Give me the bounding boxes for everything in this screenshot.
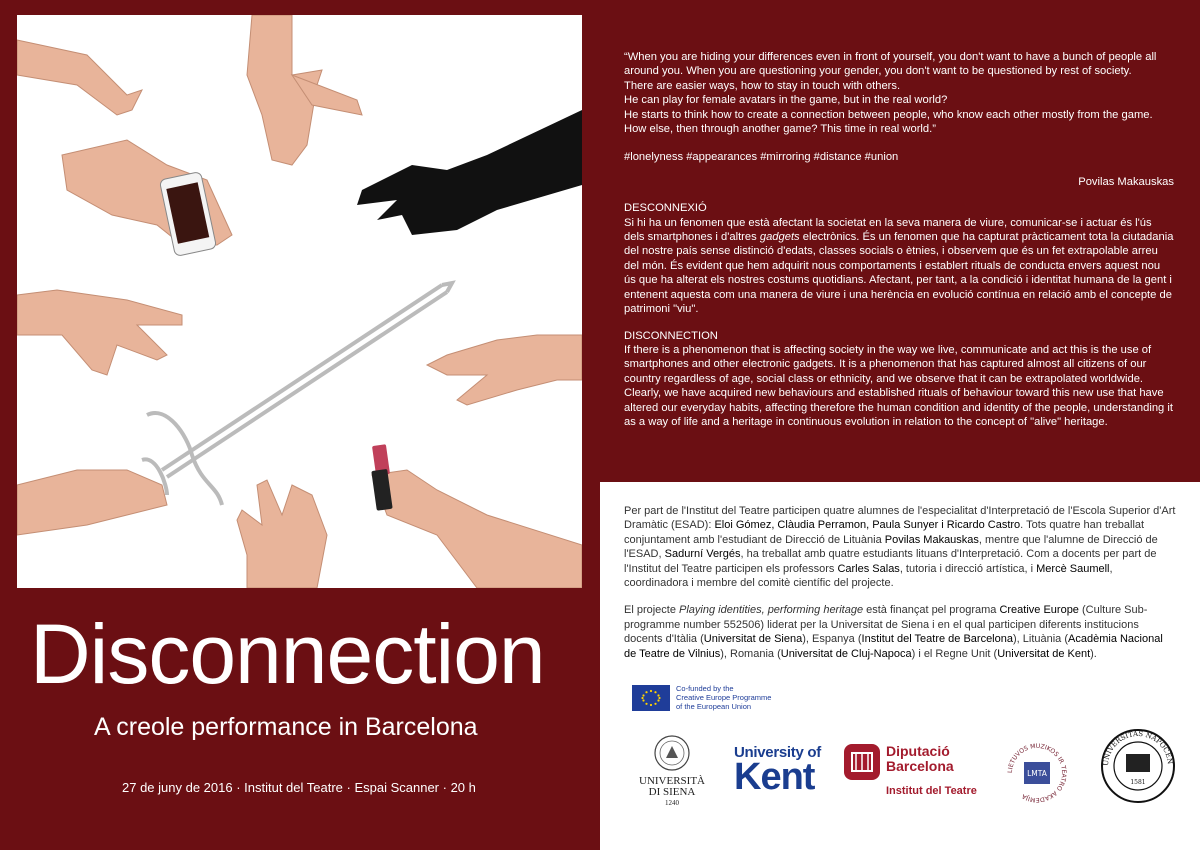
funding-highlight: Universitat de Cluj-Napoca <box>780 647 912 660</box>
project-name: Playing identities, performing heritage <box>679 604 864 617</box>
kent-name: University of <box>734 744 821 761</box>
funding-highlight: Universitat de Kent <box>997 647 1091 660</box>
eu-caption-line: of the European Union <box>676 702 752 711</box>
lmta-ring-text: LIETUVOS MUZIKOS IR TEATRO AKADEMIJA <box>1006 742 1068 804</box>
funding-highlight: Acadèmia Nacional de Teatre de Vilnius <box>624 633 1163 660</box>
funding-text: (Culture Sub-programme number 552506) liderat per la Universitat de Siena i en el qual participen diferents institucions docents d'Itàlia ( <box>624 604 1148 646</box>
funding-text: està finançat pel programa <box>863 604 1000 617</box>
diputacio-name: Diputació <box>886 743 950 759</box>
hands-illustration <box>17 15 582 588</box>
credits-text: , tutoria i direcció artística, i <box>899 562 1037 575</box>
siena-logo <box>632 734 712 809</box>
credits-text: Per part de l'Institut del Teatre participen quatre alumnes de l'especialitat d'Interpretació de l'Escola Superior d'Art Dramàtic (ESAD): <box>624 505 1176 532</box>
catalan-heading: DESCONNEXIÓ <box>624 202 707 215</box>
poster-subtitle: A creole performance in Barcelona <box>94 713 478 741</box>
catalan-italic: gadgets <box>759 231 800 244</box>
eu-caption <box>676 684 771 711</box>
quote-line: “When you are hiding your differences even in front of yourself, you don't want to have a bunch of people all around you. When you are questioning your gender, you don't want to be questioned by rest of society. <box>624 51 1157 78</box>
english-body: If there is a phenomenon that is affecting society in the way we live, communicate and act this is the use of smartphones and other electronic gadgets. It is a phenomenon that has captured almost all citizens of our country regardless of age, social class or ethnicity, and we observe that it can be extrapolated worldwide. Clearly, we have acquired new behaviours and established rituals of behaviour toward this new use that have altered our everyday habits, affecting therefore the human condition and identity of the people, understanding it as a way of life and a heritage in continuous evolution in relation to the concept of "alive" heritage. <box>624 343 1173 428</box>
funding-text: ), Romania ( <box>720 647 781 660</box>
lmta-seal-icon <box>1002 738 1072 808</box>
kent-name: Kent <box>734 756 815 799</box>
catalan-text: electrònics. És un fenomen que ha capturat pràcticament tota la ciutadania del nostre país sense distinció d'edats, classes socials o ètnies, i observem que és un fet extrapolable arreu del món. És evident que hem adquirit nous comportaments i establert rituals de conducta envers aquest nou ús que ha alterat els nostres costums quotidians. Afectant, per tant, a la condició i identitat humana de la gent i entenent aquesta com una manera de viure i una herència en evolució contínua en relació amb el concepte de patrimoni "viu". <box>624 231 1174 316</box>
kent-logo <box>734 744 821 799</box>
diputacio-name: Barcelona <box>886 758 954 774</box>
siena-name: UNIVERSITÀ <box>639 775 705 788</box>
eu-funding-logo <box>632 684 771 711</box>
credits-names: Sadurní Vergés <box>664 548 741 561</box>
funding-highlight: Institut del Teatre de Barcelona <box>861 633 1013 646</box>
funding-text: ) i el Regne Unit ( <box>911 647 998 660</box>
quote-block <box>624 50 1174 136</box>
eu-flag-icon <box>632 685 670 711</box>
credits-panel <box>600 482 1200 850</box>
funding-text: ), Espanya ( <box>802 633 862 646</box>
quote-author: Povilas Makauskas <box>1078 175 1174 188</box>
credits-names: Eloi Gómez, Clàudia Perramon, Paula Sunyer i Ricardo Castro <box>714 519 1021 532</box>
funding-highlight: Universitat de Siena <box>703 633 803 646</box>
catalan-text: Si hi ha un fenomen que està afectant la societat en la seva manera de viure, comunicar-se i actuar és l'ús dels smartphones i d'altres <box>624 216 1152 244</box>
event-dateline: 27 de juny de 2016 · Institut del Teatre · Espai Scanner · 20 h <box>122 780 476 795</box>
diputacio-emblem-icon <box>844 744 880 780</box>
credits-text: , ha treballat amb quatre estudiants lituans d'Interpretació. Com a docents per part de l'Institut del Teatre participen els professors <box>624 548 1157 575</box>
credits-names: Mercè Saumell <box>1036 562 1110 575</box>
funding-paragraph <box>624 603 1176 661</box>
cluj-logo <box>1100 728 1176 808</box>
siena-year: 1240 <box>665 799 679 808</box>
credits-paragraph <box>624 504 1176 590</box>
lmta-logo <box>1002 738 1072 812</box>
english-heading: DISCONNECTION <box>624 329 718 342</box>
cluj-year: 1581 <box>1130 779 1146 786</box>
cluj-seal-icon <box>1100 728 1176 804</box>
credits-text: , coordinadora i membre del comitè científic del projecte. <box>624 562 1113 590</box>
credits-text: . Tots quatre han treballat conjuntament amb l'estudiant de Direcció de Lituània <box>624 519 1145 546</box>
credits-names: Carles Salas <box>837 562 900 575</box>
cluj-ring-text: UNIVERSITAS NAPOCEN <box>1101 729 1175 767</box>
credits-text: , mentre que l'alumne de Direcció de l'ESAD, <box>624 533 1158 561</box>
diputacio-logo <box>844 744 977 798</box>
funding-text: El projecte <box>624 604 680 617</box>
siena-name: DI SIENA <box>648 786 696 799</box>
poster-title: Disconnection <box>30 607 545 701</box>
credits-names: Povilas Makauskas <box>884 533 979 546</box>
quote-line: There are easier ways, how to stay in touch with others. <box>624 79 901 92</box>
siena-seal-icon <box>632 734 712 772</box>
funding-text: ), Lituània ( <box>1012 633 1069 646</box>
description-panel <box>600 0 1200 482</box>
lmta-text: LMTA <box>1027 769 1047 778</box>
eu-caption-line: Co-funded by the <box>676 684 734 693</box>
funding-highlight: Creative Europe <box>999 604 1079 617</box>
institut-name: Institut del Teatre <box>886 785 977 797</box>
partner-logos <box>626 729 1186 814</box>
quote-line: He can play for female avatars in the game, but in the real world? <box>624 94 948 107</box>
hands-photo <box>17 15 582 588</box>
quote-line: He starts to think how to create a connection between people, who know each other mostly from the game. How else, then through another game? This time in real world.” <box>624 108 1153 136</box>
catalan-body <box>624 216 1174 317</box>
eu-caption-line: Creative Europe Programme <box>676 693 772 702</box>
hashtags: #lonelyness #appearances #mirroring #distance #union <box>624 151 899 164</box>
funding-text: ). <box>1090 647 1097 660</box>
